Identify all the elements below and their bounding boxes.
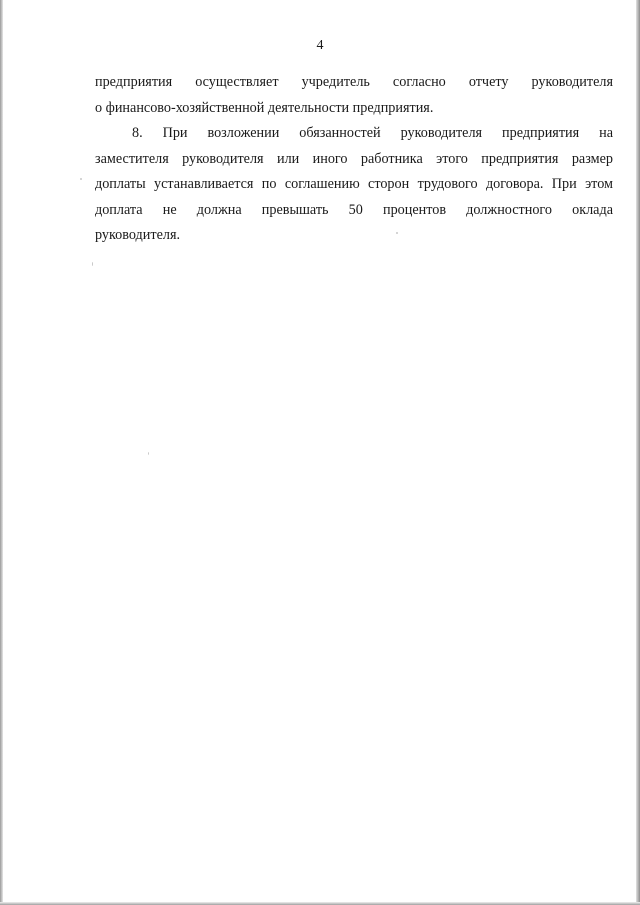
page-number: 4 bbox=[316, 38, 324, 53]
paragraph-line: предприятия осуществляет учредитель согласно отчету руководителя bbox=[95, 74, 613, 90]
scan-speck bbox=[396, 232, 398, 234]
scan-edge-right bbox=[636, 0, 640, 905]
paragraph-line: доплаты устанавливается по соглашению сторон трудового договора. При этом bbox=[95, 176, 613, 192]
document-body bbox=[95, 70, 613, 249]
scan-speck bbox=[92, 262, 93, 266]
scan-edge-left bbox=[0, 0, 3, 905]
scan-speck bbox=[148, 452, 149, 455]
paragraph-line: руководителя. bbox=[95, 227, 181, 243]
paragraph-2 bbox=[95, 121, 613, 249]
paragraph-line: о финансово-хозяйственной деятельности предприятия. bbox=[95, 99, 434, 116]
scan-speck bbox=[80, 178, 82, 180]
paragraph-line: доплата не должна превышать 50 процентов должностного оклада bbox=[95, 201, 613, 218]
paragraph-line: 8. При возложении обязанностей руководителя предприятия на bbox=[132, 125, 613, 141]
paragraph-line: заместителя руководителя или иного работника этого предприятия размер bbox=[95, 150, 613, 167]
paragraph-1 bbox=[95, 70, 613, 121]
